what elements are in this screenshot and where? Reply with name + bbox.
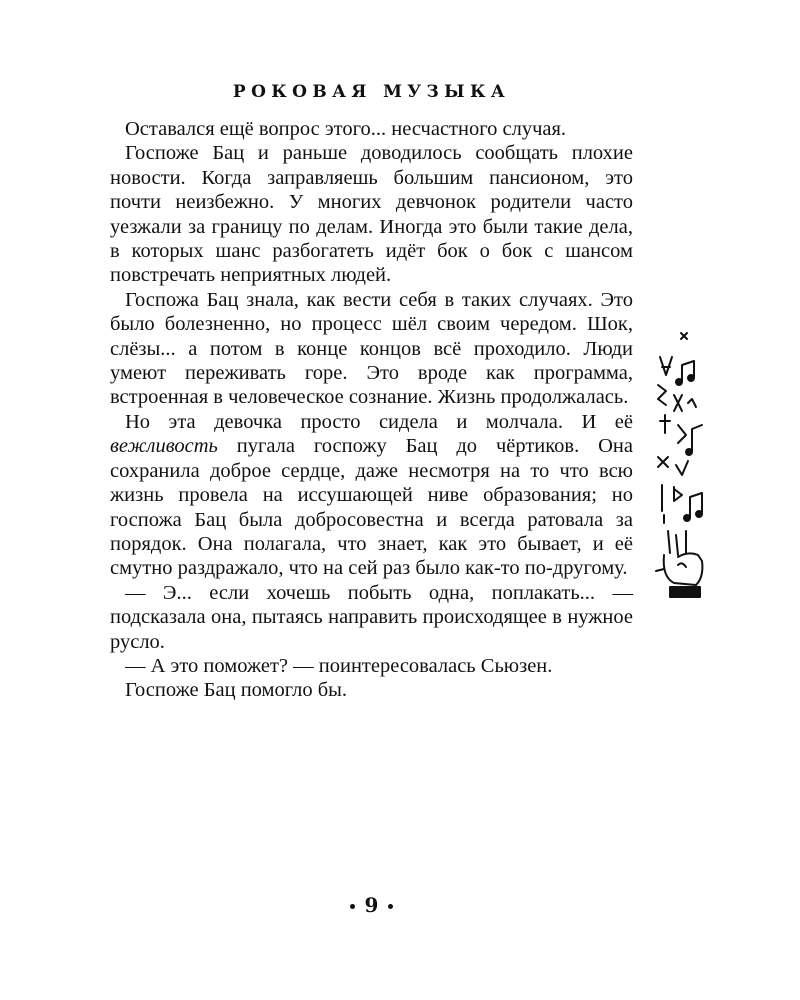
paragraph-5: — Э... если хочешь побыть одна, поплакать... — подсказала она, пытаясь направить происходящее в нужное русло.	[110, 581, 633, 653]
folio-dot-left	[350, 904, 355, 909]
paragraph-4-rest: пугала госпожу Бац до чёртиков. Она сохранила доброе сердце, даже несмотря на то что всю жизнь провела на иссушающей ниве образования; но госпожа Бац была добросовестна и всегда ратовала за порядок. Она полагала, что знает, как это бывает, и её смутно раздражало, что на сей раз было как-то по-другому.	[110, 435, 633, 580]
paragraph-4	[110, 410, 633, 581]
paragraph-7: Госпоже Бац помогло бы.	[125, 679, 348, 702]
paragraph-4-start: Но эта девочка просто сидела и молчала. И её	[125, 410, 633, 433]
paragraph-1: Оставался ещё вопрос этого... несчастного случая.	[125, 118, 567, 140]
paragraph-3: Госпожа Бац знала, как вести себя в таких случаях. Это было болезненно, но процесс шёл своим чередом. Шок, слёзы... а потом в конце концов всё проходило. Люди умеют переживать горе. Это вроде как программа, встроенная в человеческое сознание. Жизнь продолжалась.	[110, 288, 633, 409]
paragraph-6: — А это поможет? — поинтересовалась Сьюзен.	[125, 654, 553, 677]
running-header: РОКОВАЯ МУЗЫКА	[232, 82, 511, 102]
page-body	[110, 117, 633, 703]
page-number-text: 9	[364, 893, 379, 917]
folio-dot-right	[388, 904, 393, 909]
page-number	[110, 893, 633, 917]
rock-hand-music-notes-icon	[652, 325, 722, 605]
emphasis-politeness: вежливость	[110, 435, 218, 458]
paragraph-2: Госпоже Бац и раньше доводилось сообщать плохие новости. Когда заправляешь большим пансионом, это почти неизбежно. У многих девчонок родители часто уезжали за границу по делам. Иногда это были такие дела, в которых шанс разбогатеть идёт бок о бок с шансом повстречать неприятных людей.	[110, 142, 633, 287]
